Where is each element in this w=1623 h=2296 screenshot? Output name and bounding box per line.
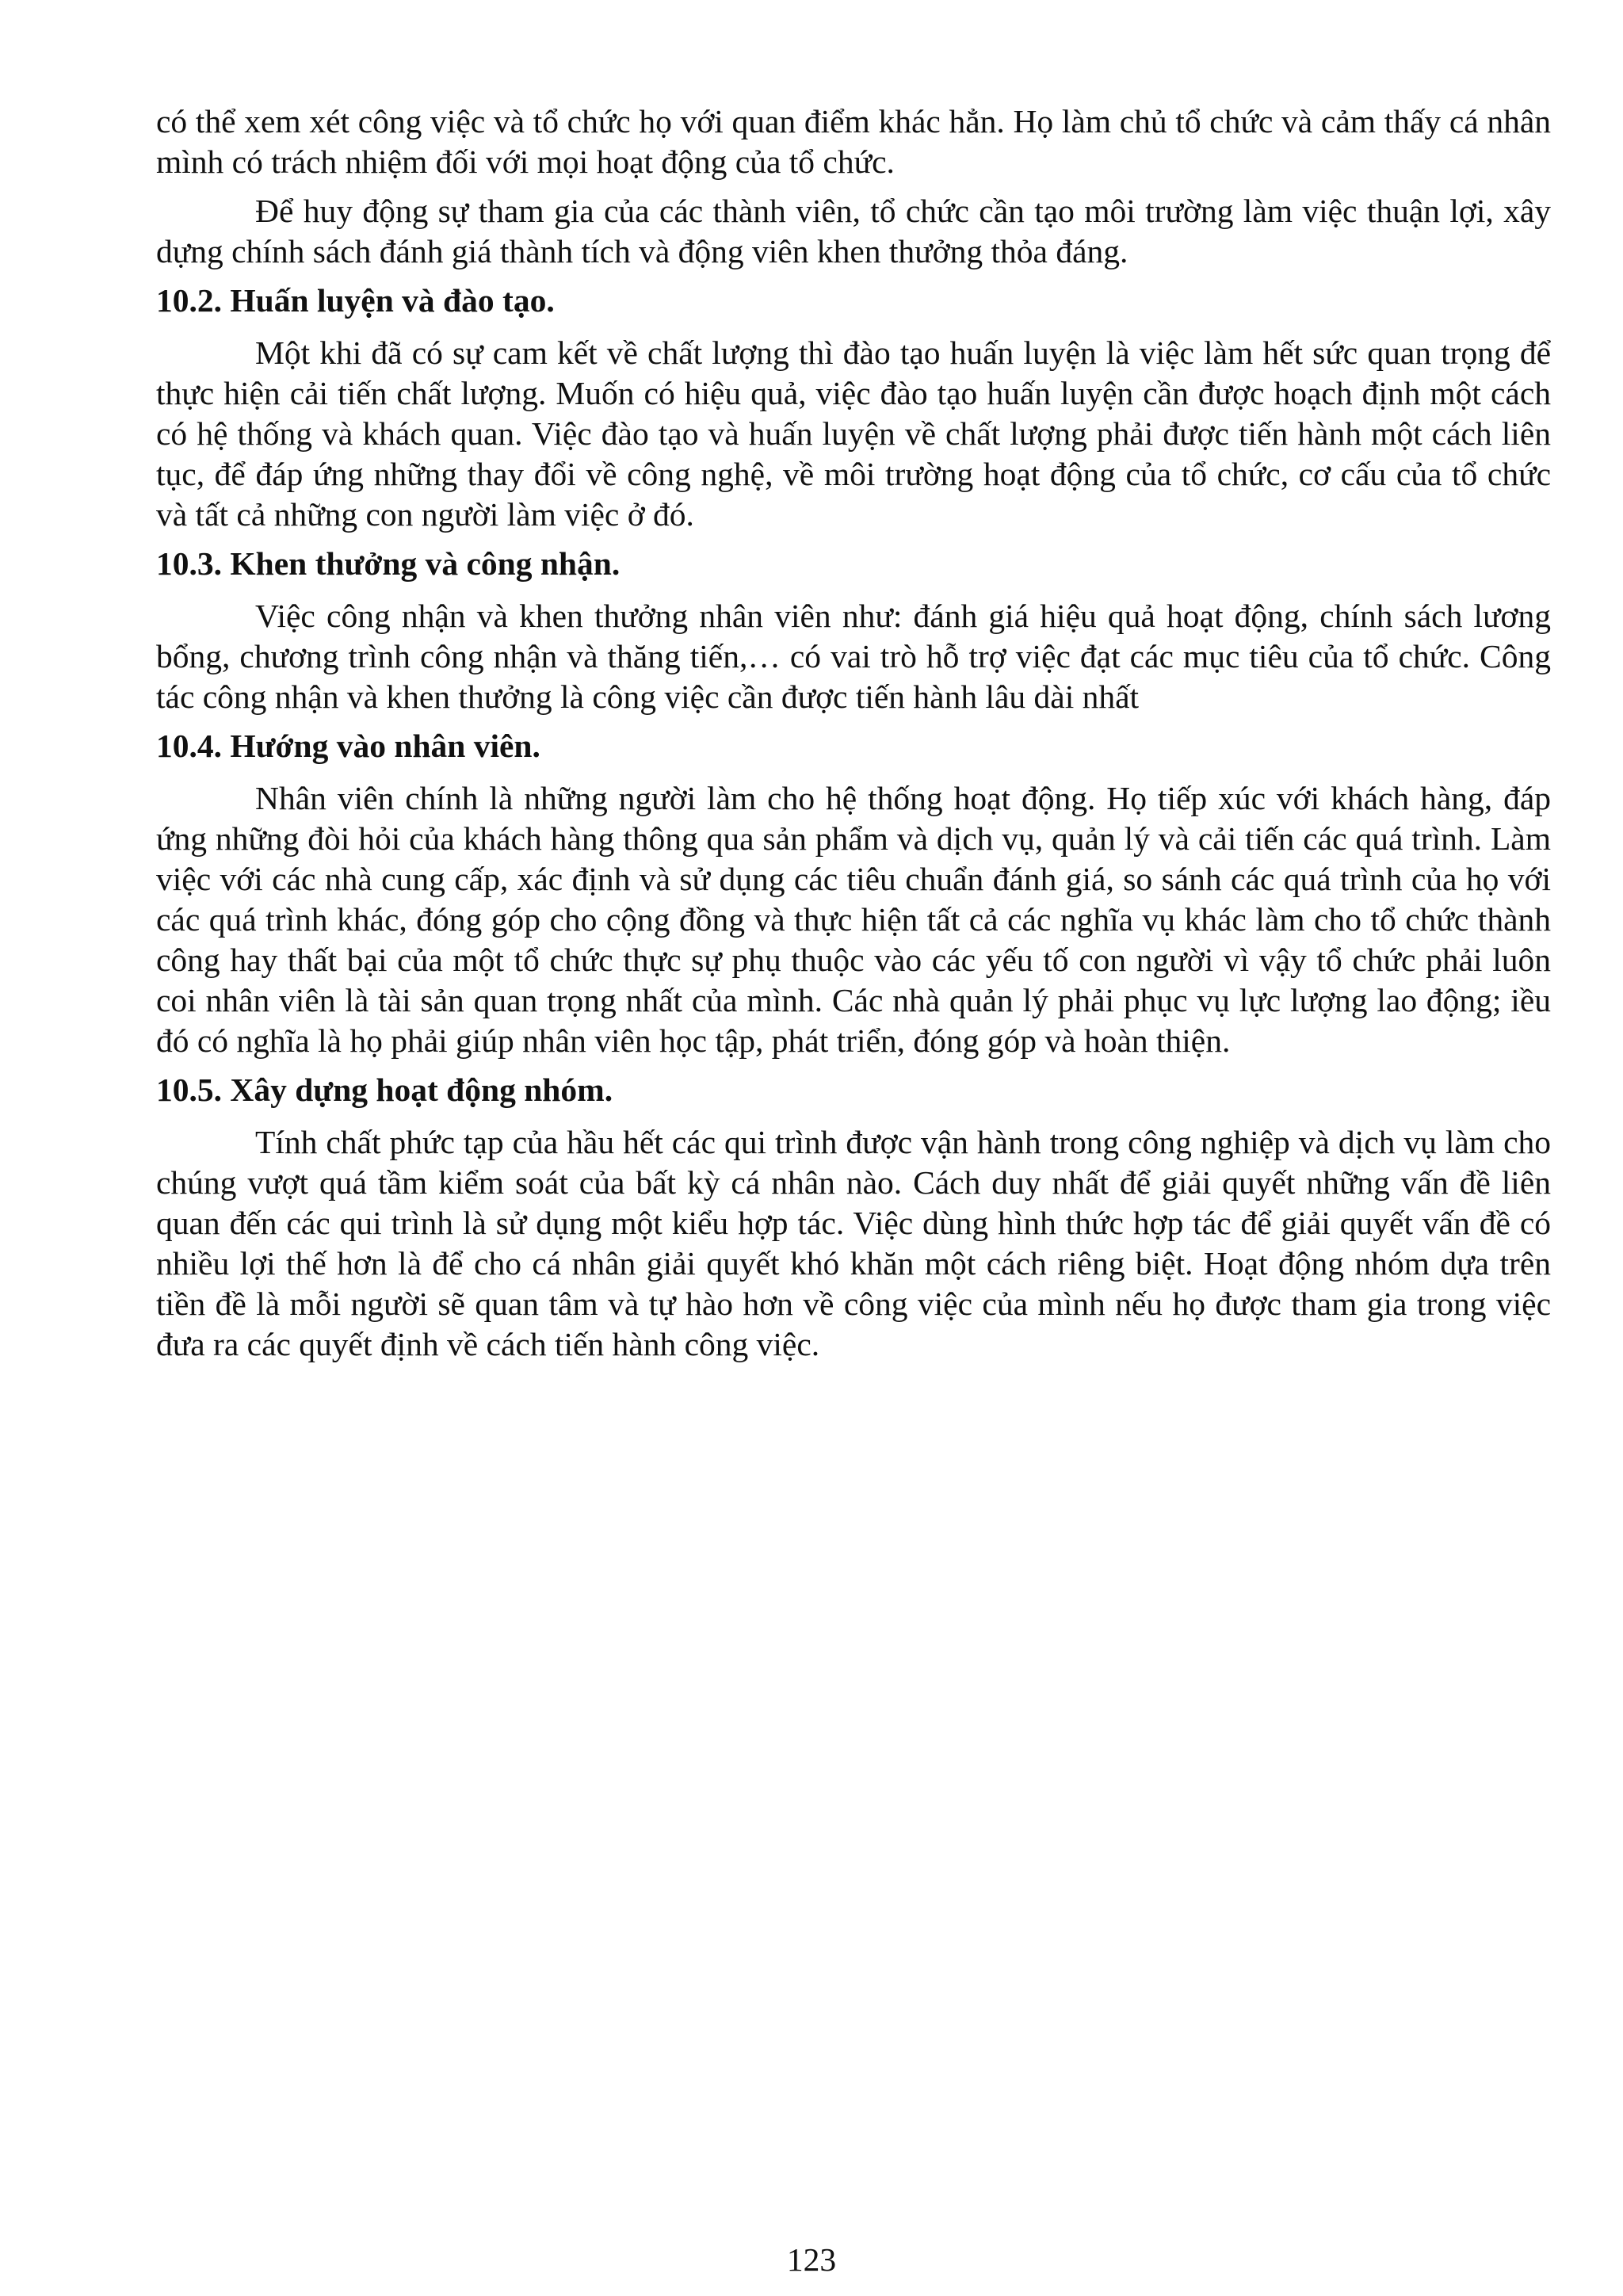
- heading-10-3: 10.3. Khen thưởng và công nhận.: [156, 545, 621, 582]
- paragraph-employees: Nhân viên chính là những người làm cho hệ thống hoạt động. Họ tiếp xúc với khách hàng, đáp ứng những đòi hỏi của khách hàng thông qua sản phẩm và dịch vụ, quản lý và cải tiến các quá trình. Làm việc với các nhà cung cấp, xác định và sử dụng các tiêu chuẩn đánh giá, so sánh các quá trình của họ với các quá trình khác, đóng góp cho cộng đồng và thực hiện tất cả các nghĩa vụ khác làm cho tổ chức thành công hay thất bại của một tổ chức thực sự phụ thuộc vào các yếu tố con người vì vậy tổ chức phải luôn coi nhân viên là tài sản quan trọng nhất của mình. Các nhà quản lý phải phục vụ lực lượng lao động; iều đó có nghĩa là họ phải giúp nhân viên học tập, phát triển, đóng góp và hoàn thiện.: [156, 780, 1551, 1059]
- paragraph-training: Một khi đã có sự cam kết về chất lượng thì đào tạo huấn luyện là việc làm hết sức quan trọng để thực hiện cải tiến chất lượng. Muốn có hiệu quả, việc đào tạo huấn luyện cần được hoạch định một cách có hệ thống và khách quan. Việc đào tạo và huấn luyện về chất lượng phải được tiến hành một cách liên tục, để đáp ứng những thay đổi về công nghệ, về môi trường hoạt động của tổ chức, cơ cấu của tổ chức và tất cả những con người làm việc ở đó.: [156, 334, 1551, 533]
- paragraph-recognition: Việc công nhận và khen thưởng nhân viên như: đánh giá hiệu quả hoạt động, chính sách lương bổng, chương trình công nhận và thăng tiến,… có vai trò hỗ trợ việc đạt các mục tiêu của tổ chức. Công tác công nhận và khen thưởng là công việc cần được tiến hành lâu dài nhất: [156, 598, 1551, 715]
- heading-10-2: 10.2. Huấn luyện và đào tạo.: [156, 282, 555, 319]
- page-number: 123: [786, 2241, 837, 2278]
- heading-10-4: 10.4. Hướng vào nhân viên.: [156, 728, 540, 764]
- paragraph-teamwork: Tính chất phức tạp của hầu hết các qui trình được vận hành trong công nghiệp và dịch vụ làm cho chúng vượt quá tầm kiểm soát của bất kỳ cá nhân nào. Cách duy nhất để giải quyết những vấn đề liên quan đến các qui trình là sử dụng một kiểu hợp tác. Việc dùng hình thức hợp tác để giải quyết vấn đề có nhiều lợi thế hơn là để cho cá nhân giải quyết khó khăn một cách riêng biệt. Hoạt động nhóm dựa trên tiền đề là mỗi người sẽ quan tâm và tự hào hơn về công việc của mình nếu họ được tham gia trong việc đưa ra các quyết định về cách tiến hành công việc.: [156, 1124, 1551, 1362]
- paragraph-continuation: có thể xem xét công việc và tổ chức họ với quan điểm khác hẳn. Họ làm chủ tổ chức và cảm thấy cá nhân mình có trách nhiệm đối với mọi hoạt động của tổ chức.: [156, 103, 1551, 180]
- paragraph-participation: Để huy động sự tham gia của các thành viên, tổ chức cần tạo môi trường làm việc thuận lợi, xây dựng chính sách đánh giá thành tích và động viên khen thưởng thỏa đáng.: [156, 193, 1551, 269]
- page-body: [156, 101, 1551, 1373]
- heading-10-5: 10.5. Xây dựng hoạt động nhóm.: [156, 1072, 613, 1108]
